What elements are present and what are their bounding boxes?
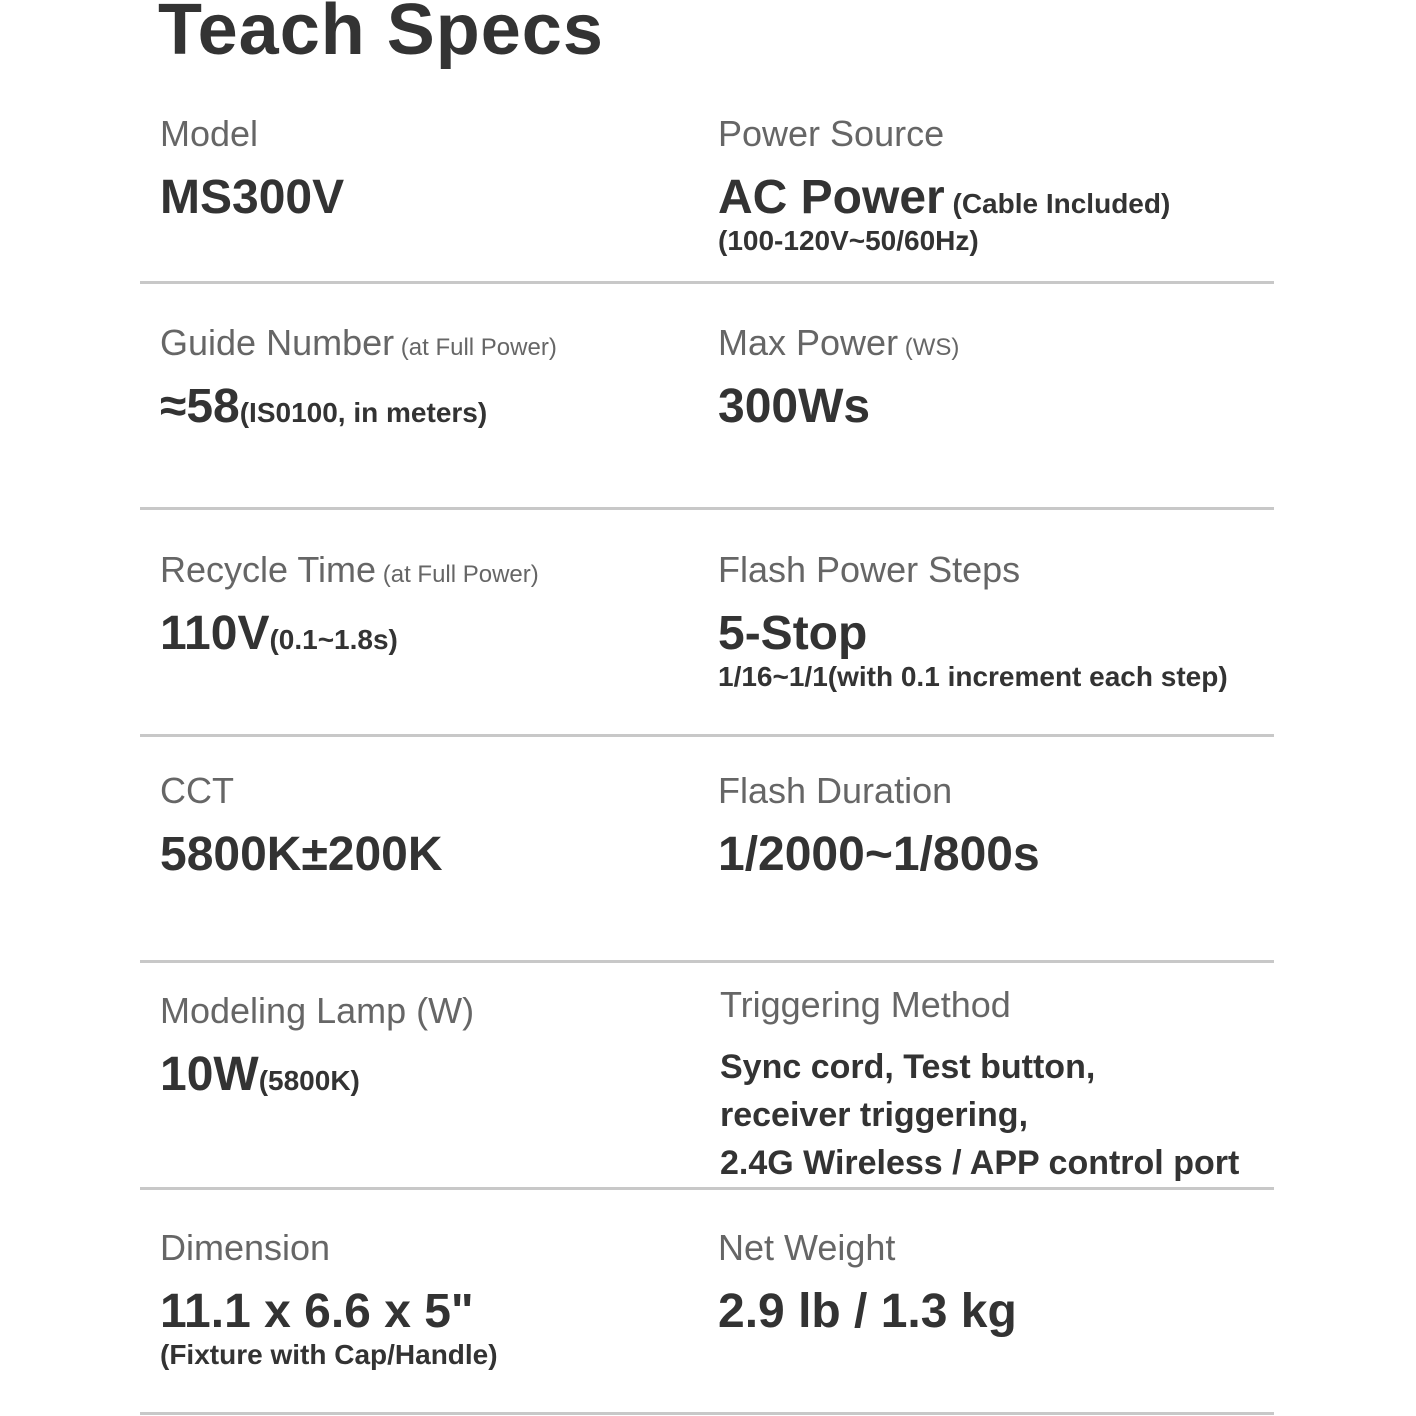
spec-line: receiver triggering, [720,1096,1029,1134]
spec-label-main: Guide Number [160,322,395,363]
spec-label: Triggering Method [720,984,1011,1025]
row-divider [140,1187,1274,1190]
spec-value: 11.1 x 6.6 x 5" [160,1285,474,1338]
row-divider [140,734,1274,737]
spec-value-extra: (5800K) [258,1065,360,1096]
spec-max-power [718,322,960,433]
spec-label-main: Max Power [718,322,899,363]
spec-label: Flash Power Steps [718,549,1021,590]
spec-value-main: AC Power [718,171,945,224]
spec-label-main: Recycle Time [160,549,377,590]
spec-modeling-lamp [160,990,475,1101]
spec-flash-duration [718,770,1040,881]
spec-label: Model [160,113,259,154]
spec-value: 2.9 lb / 1.3 kg [718,1285,1017,1338]
spec-flash-power-steps [718,549,1228,693]
spec-value-main: 10W [160,1048,259,1101]
spec-triggering-method [720,984,1240,1187]
spec-value-main: ≈58 [160,380,240,433]
spec-label: Net Weight [718,1227,896,1268]
spec-label [160,322,557,363]
spec-sub: (Fixture with Cap/Handle) [160,1339,498,1370]
spec-power-source [718,113,1171,257]
spec-value [160,607,539,660]
spec-label [718,322,960,363]
spec-value: 5-Stop [718,607,868,660]
spec-label [160,549,539,590]
spec-value-lines [720,1043,1239,1187]
spec-label: CCT [160,770,234,811]
spec-guide-number [160,322,557,433]
spec-label: Flash Duration [718,770,953,811]
spec-line: 2.4G Wireless / APP control port [720,1144,1240,1182]
spec-value: MS300V [160,171,345,224]
row-divider [140,281,1274,284]
row-divider [140,507,1274,510]
spec-value: 5800K±200K [160,828,443,881]
spec-label-note: (at Full Power) [376,561,539,588]
spec-label: Dimension [160,1227,331,1268]
spec-dimension [160,1227,498,1371]
spec-label: Modeling Lamp (W) [160,990,475,1031]
spec-sub: (100-120V~50/60Hz) [718,225,979,256]
spec-value [160,1048,474,1101]
spec-value-extra: (Cable Included) [944,188,1171,219]
spec-value: 1/2000~1/800s [718,828,1040,881]
row-divider [140,960,1274,963]
spec-value: 300Ws [718,380,871,433]
spec-line: Sync cord, Test button, [720,1048,1096,1086]
spec-recycle-time [160,549,539,660]
spec-value [718,171,1171,224]
row-divider [140,1412,1274,1415]
spec-cct [160,770,443,881]
spec-label-note: (at Full Power) [394,334,557,361]
spec-value-extra: (0.1~1.8s) [269,624,398,655]
spec-value [160,380,557,433]
spec-value-extra: (IS0100, in meters) [239,397,488,428]
spec-model [160,113,345,224]
spec-label: Power Source [718,113,945,154]
spec-sub: 1/16~1/1(with 0.1 increment each step) [718,661,1228,692]
spec-value-main: 110V [160,607,270,660]
page-title: Teach Specs [158,0,604,70]
spec-net-weight [718,1227,1017,1338]
spec-label-note: (WS) [898,334,960,361]
